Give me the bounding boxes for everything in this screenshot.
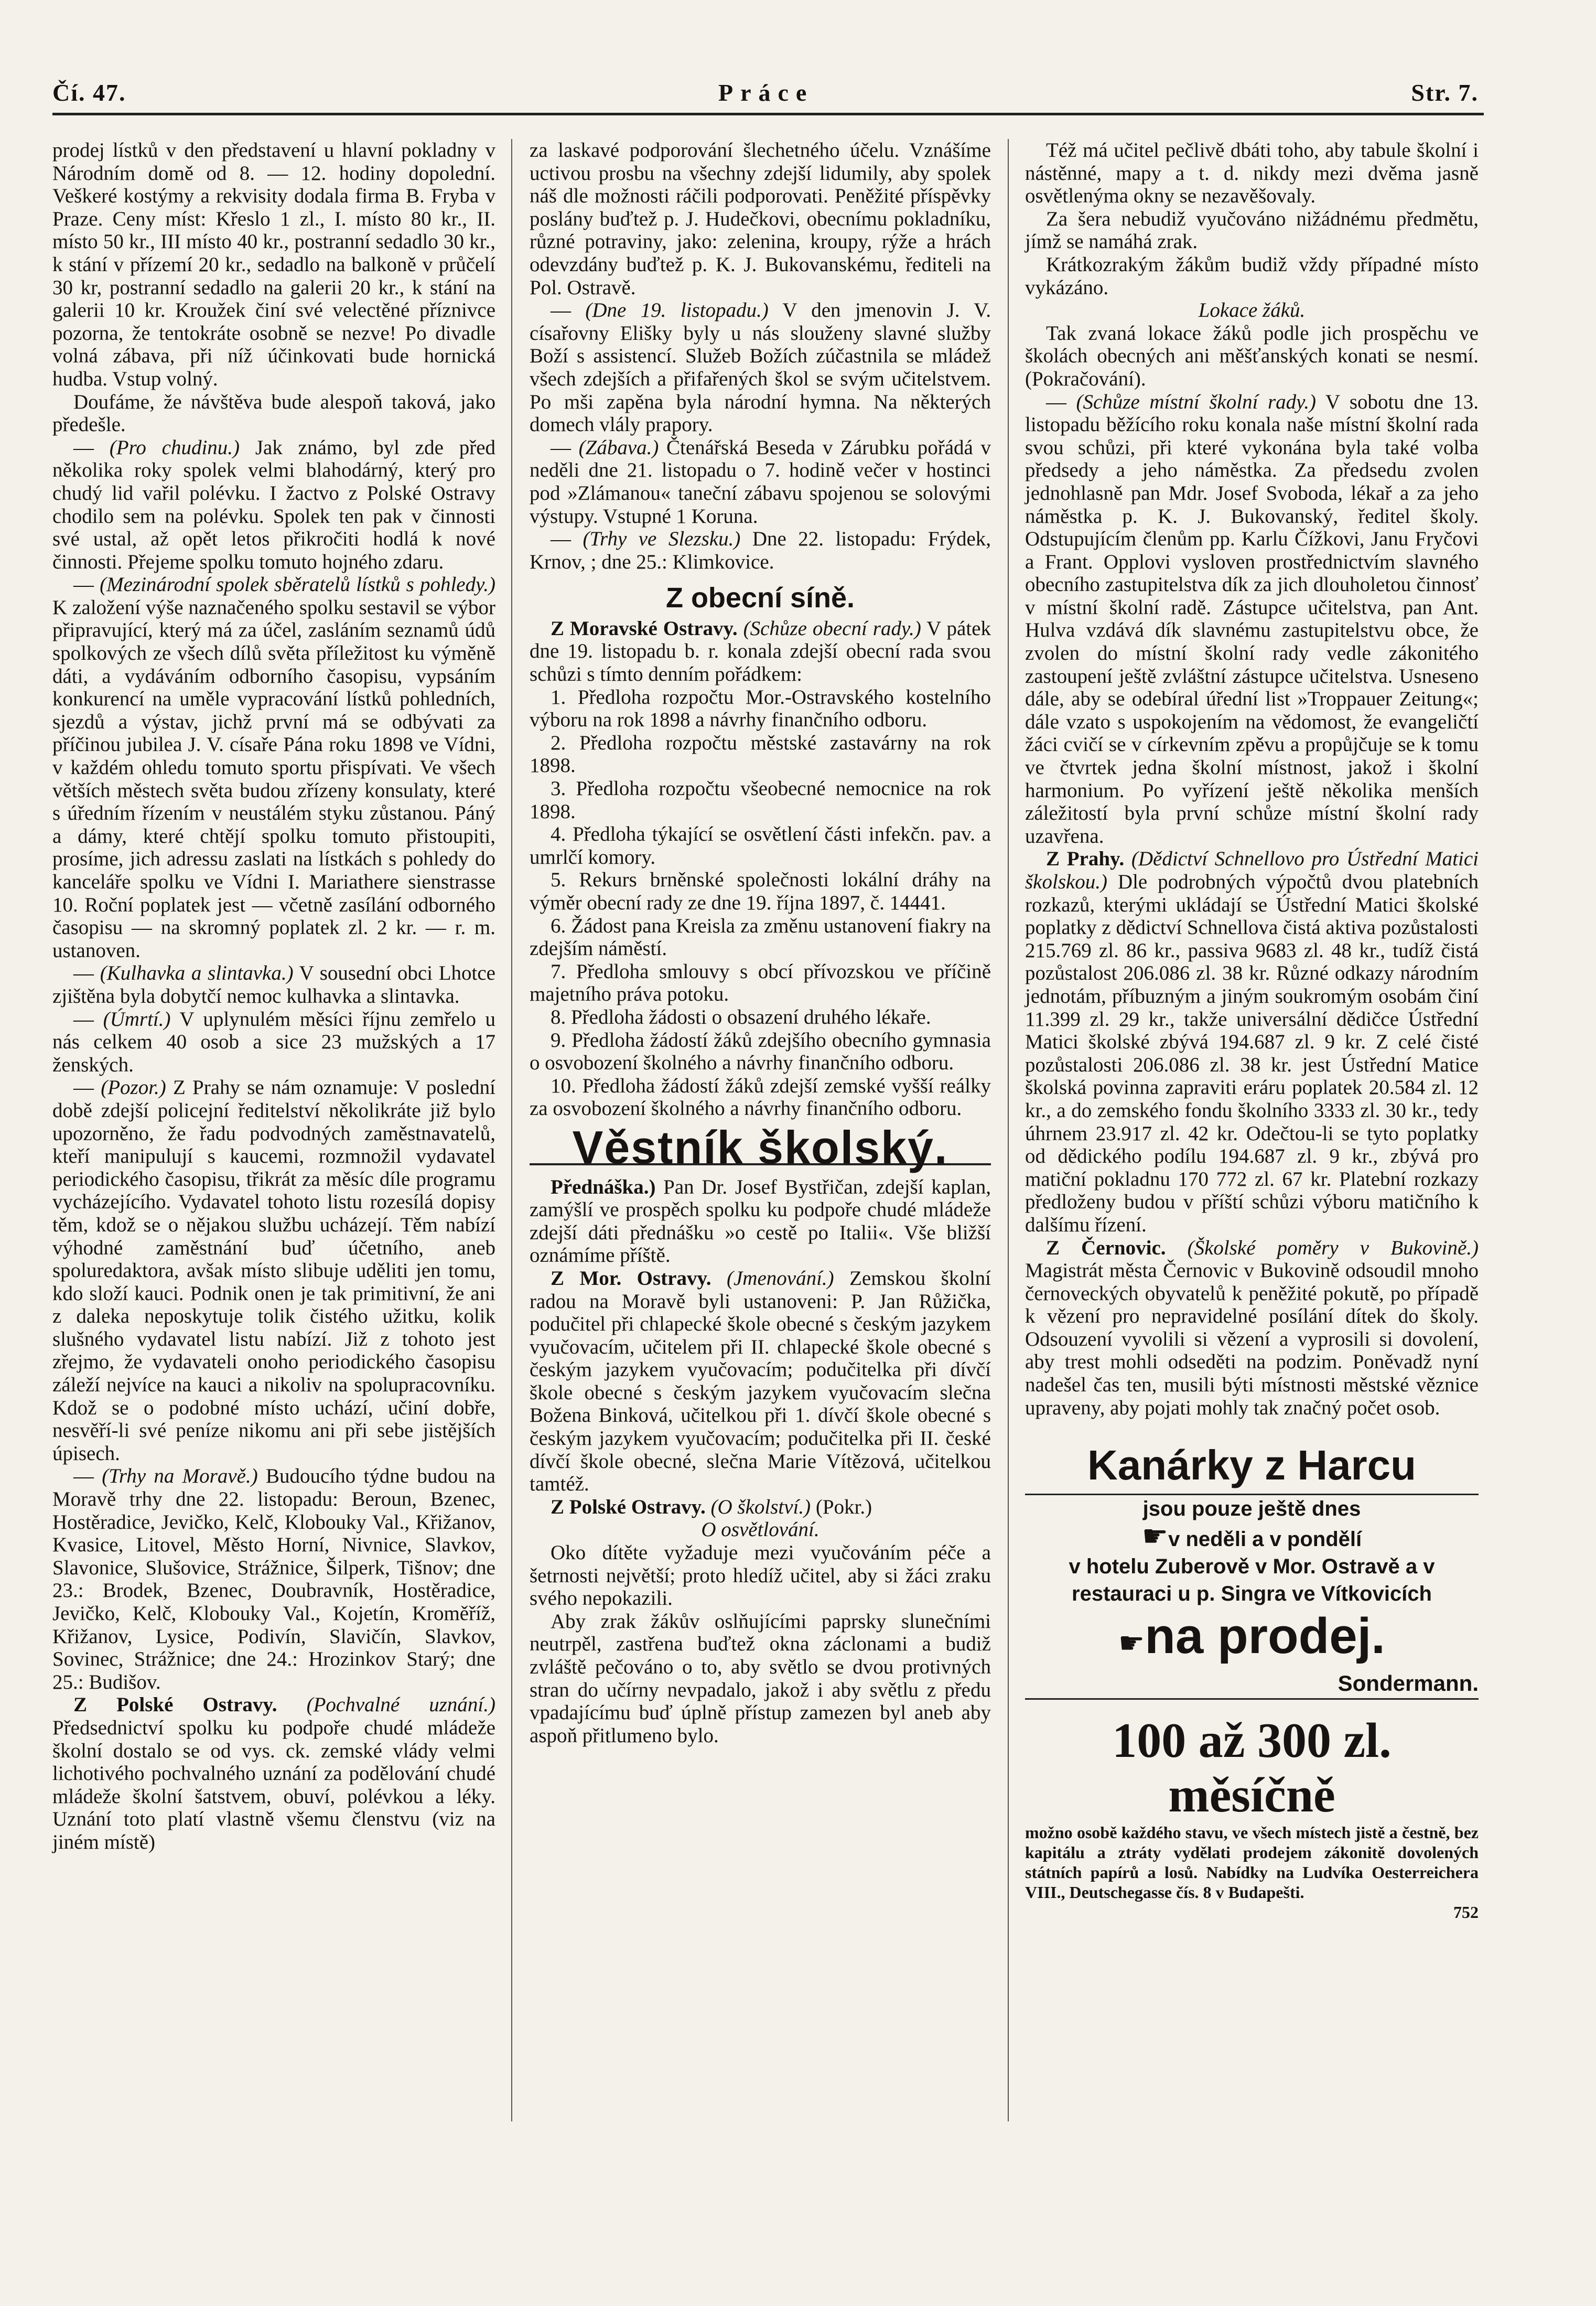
article-paragraph: Z Mor. Ostravy. (Jmenování.) Zemskou školní radou na Moravě byli ustanoveni: P. Jan Růžička, podučitel při chlapecké škole obecné s českým jazykem vyučovacím, učitelem při II. chlapecké škole obecné s českým jazykem vyučovacím; podučitelka při dívčí škole obecné s českým jazykem vyučovacím slečna Božena Binková, učitelkou při 1. dívčí škole obecné s českým jazykem vyučovacím; podučitelka při II. české dívčí škole obecné, slečna Marie Vítězová, učitelkou tamtéž. xyxy=(530,1267,991,1496)
article-paragraph: Krátkozrakým žákům budiž vždy případné místo vykázáno. xyxy=(1025,253,1479,299)
article-paragraph: Z Polské Ostravy. (Pochvalné uznání.) Předsednictví spolku ku podpoře chudé mládeže školní dostalo se od vys. ck. zemské vlády velmi lichotivého pochvalného uznání za podělování chudé mládeže školní šatstvem, obuví, polévkou a léky. Uznání toto platí vlastně všemu členstvu (viz na jiném místě) xyxy=(52,1693,496,1853)
ad-signature: Sondermann. xyxy=(1025,1672,1479,1700)
article-paragraph: — (Pozor.) Z Prahy se nám oznamuje: V poslední době zdejší policejní ředitelství několikráte již bylo upozorněno, že řadu podvodných zaměstnavatelů, kteří manipulují s kaucemi, rozmnožil vydavatel periodického časopisu, třikrát za měsíc díle programu vycházejícího. Vydavatel tohoto listu rozesílá dopisy těm, kdož se o nějakou službu ucházejí. Těm nabízí výhodné zaměstnání buď účetního, aneb spoluredaktora, avšak místo slibuje uděliti jen tomu, kdo složí kauci. Podnik onen je tak primitivní, že ani z daleka neposkytuje tolik čistého užitku, kolik slušného vydavatel listu nabízí. Již z tohoto jest zřejmo, že vydavateli onoho periodického časopisu záleží nejvíce na kauci a nikoliv na spolupracovníku. Kdož se o podobné místo uchází, učiní dobře, nesvěří-li své peníze nikomu ani při sebe jistějších úpisech. xyxy=(52,1076,495,1465)
article-paragraph: — (Dne 19. listopadu.) V den jmenovin J. V. císařovny Elišky byly u nás slouženy slavné služby Boží s assistencí. Služeb Božích zúčastnila se mládež všech zdejších a přifařených škol se svým učitelstvem. Po mši zapěna byla národní hymna. Na některých domech vlály prapory. xyxy=(530,299,991,436)
section-heading: Věstník školský. xyxy=(530,1136,991,1165)
article-paragraph: Za šera nebudiž vyučováno nižádnému předmětu, jímž se namáhá zrak. xyxy=(1025,207,1479,253)
agenda-item: 1. Předloha rozpočtu Mor.-Ostravského kostelního výboru na rok 1898 a návrhy finančního odboru. xyxy=(530,685,991,732)
agenda-item: 10. Předloha žádostí žáků zdejší zemské vyšší reálky za osvobození školného a návrhy finančního odboru. xyxy=(530,1074,991,1120)
issue-number: Čí. 47. xyxy=(52,79,126,106)
agenda-item: 8. Předloha žádosti o obsazení druhého lékaře. xyxy=(551,1005,931,1028)
article-heading: (Pozor.) xyxy=(101,1076,166,1099)
section-heading: Z obecní síně. xyxy=(665,582,855,614)
article-paragraph: Z Prahy. (Dědictví Schnellovo pro Ústřední Matici školskou.) Dle podrobných výpočtů dvou platebních rozkazů, kterými ukládají se Ústřední Matici školské poplatky z dědictví Schnellova čistá aktiva pozůstalosti 215.769 zl. 86 kr., passiva 9683 zl. 48 kr., tudíž čistá pozůstalost 206.086 zl. 38 kr. Různé odkazy národním jednotám, příbuzným a jiným soukromým osobám činí 11.399 zl. 29 kr., takže universální dědičce Ústřední Matici školské zbývá 194.687 zl. 9 kr. Z celé čisté pozůstalosti 206.086 zl. 38 kr. jest Ústřední Matice školská povinna zapraviti eráru poplatek 20.584 zl. 12 kr., a do zemského fondu školního 3333 zl. 30 kr., tedy úhrnem 23.917 zl. 42 kr. Odečtou-li se tyto poplatky od dědického podílu 194.687 zl. 9 kr., zbývá pro matiční pokladnu 170 772 zl. 67 kr. Platební rozkazy předloženy budou v příští schůzi výboru matičního k dalšímu řízení. xyxy=(1025,848,1479,1236)
article-heading: (Trhy na Moravě.) xyxy=(102,1465,258,1488)
page-header xyxy=(52,79,1479,115)
article-paragraph: Oko dítěte vyžaduje mezi vyučováním péče a šetrnosti největší; proto hledíž učitel, aby si žáci zraku svého nepokazili. xyxy=(530,1541,991,1610)
header-rule xyxy=(52,113,1484,115)
article-heading: (Trhy ve Slezsku.) xyxy=(583,528,741,551)
article-heading: Z Mor. Ostravy. xyxy=(551,1267,711,1290)
agenda-item: 2. Předloha rozpočtu městské zastavárny na rok 1898. xyxy=(530,731,991,777)
ad-line: v hotelu Zuberově v Mor. Ostravě a v restauraci u p. Singra ve Vítkovicích xyxy=(1069,1555,1435,1606)
article-heading: Přednáška.) xyxy=(551,1175,656,1198)
article-heading: (Mezinárodní spolek sběratelů lístků s pohledy.) xyxy=(100,573,495,596)
ad-title: Kanárky z Harcu xyxy=(1025,1440,1479,1495)
article-paragraph: za laskavé podporování šlechetného účelu. Vznášíme uctivou prosbu na všechny zdejší lidumily, aby spolek náš dle možnosti ráčili podporovati. Peněžité příspěvky poslány buďtež p. J. Hudečkovi, obecnímu pokladníku, různé potraviny, jako: zelenina, kroupy, rýže a hrách odevzdány buďtež p. K. J. Bukovanskému, řediteli na Pol. Ostravě. xyxy=(530,139,991,299)
agenda-item: 5. Rekurs brněnské společnosti lokální dráhy na výměr obecní rady ze dne 19. října 1897, č. 14441. xyxy=(530,868,991,914)
article-paragraph: Přednáška.) Pan Dr. Josef Bystřičan, zdejší kaplan, zamýšlí ve prospěch spolku ku podpoře chudé mládeže zdejší dáti přednášku »o cestě po Italii«. Vše bližší oznámíme příště. xyxy=(530,1175,991,1267)
agenda-item: 4. Předloha týkající se osvětlení části infekčn. pav. a umrlčí komory. xyxy=(530,823,991,868)
article-paragraph: — (Schůze místní školní rady.) V sobotu dne 13. listopadu běžícího roku konala naše místní školní rada svou schůzi, při které vykonána byla také volba předsedy a jeho náměstka. Za předsedu zvolen jednohlasně pan Mdr. Josef Svoboda, lékař a za jeho náměstka p. K. J. Bukovanský, ředitel školy. Odstupujícím členům pp. Karlu Čížkovi, Janu Fryčovi a Frant. Opplovi vysloven prostřednictvím slavného obecního zastupitelstva dík za jich dlouholetou činnosť v místní školní radě. Zástupce učitelstva, pan Ant. Hulva vzdává dík slavnému zastupitelstvu obce, že zvolen do místní školní rady vedle zákonitého zastoupení ještě zvláštní zástupce učitelstva. Usneseno dále, aby se odebíral úřední list »Troppauer Zeitung«; dále vzato s uspokojením na vědomost, že evangeličtí žáci cvičí se v církevním zpěvu a propůjčuje se k tomu ve čtvrtek jedna školní místnost, jakož i školní harmonium. Po vyřízení ještě několika menších záležitostí byla první schůze místní školní rady uzavřena. xyxy=(1025,390,1479,848)
column-2 xyxy=(530,139,991,1747)
article-paragraph: Z Moravské Ostravy. (Schůze obecní rady.) V pátek dne 19. listopadu b. r. konala zdejší obecní rada svou schůzi s tímto denním pořádkem: xyxy=(530,617,991,686)
article-paragraph: — (Trhy na Moravě.) Budoucího týdne budou na Moravě trhy dne 22. listopadu: Beroun, Bzenec, Hostěradice, Jevičko, Kelč, Klobouky Val., Křižanov, Kvasice, Litovel, Město Horní, Nivnice, Slavkov, Slavonice, Slušovice, Strážnice, Šilperk, Tišnov; dne 23.: Brodek, Bzenec, Doubravník, Hostěradice, Jevičko, Kelč, Klobouky Val., Kojetín, Kroměříž, Křižanov, Lysice, Podivín, Slavičín, Slavkov, Sovinec, Strážnice; dne 24.: Hrozinkov Starý; dne 25.: Budišov. xyxy=(52,1465,495,1693)
article-paragraph: — (Mezinárodní spolek sběratelů lístků s pohledy.) K založení výše naznačeného spolku sestavil se výbor připravující, který má za účel, zasláním seznamů údů spolkových ze všech dílů světa příležitost ku výměně dáti, a vydáváním odborního časopisu, vypsáním konkurencí na uměle vypracování lístků pohledních, sjezdů a výstav, jichž první má se odbývati za příčinou jubilea J. V. císaře Pána roku 1898 ve Vídni, v každém ohledu tomuto sportu přispívati. Ve všech větších městech světa budou zřízeny konsulaty, které s úředním řízením v neustálém styku zůstanou. Páný a dámy, které chtějí spolku tomuto přistoupiti, prosíme, jich adressu zaslati na lístkách s pohledy do kanceláře spolku ve Vídni I. Mariathere sienstrasse 10. Roční poplatek jest — včetně zasílání odborného časopisu — na skromný poplatek zl. 2 kr. — r. m. ustanoven. xyxy=(52,573,495,962)
ad-number: 752 xyxy=(1453,1902,1479,1922)
article-heading: Z Moravské Ostravy. xyxy=(551,617,738,640)
article-paragraph: — (Kulhavka a slintavka.) V sousední obci Lhotce zjištěna byla dobytčí nemoc kulhavka a slintavka. xyxy=(52,962,495,1007)
ad-line: ☛ na prodej. xyxy=(1025,1607,1479,1672)
article-paragraph: — (Pro chudinu.) Jak známo, byl zde před několika roky spolek velmi blahodárný, který pro chudý lid vařil polévku. I žactvo z Polské Ostravy chodilo sem na polévku. Spolek ten pak v činnosti své ustal, až opět letos přikročiti hodlá k nové činnosti. Přejeme spolku tomuto hojného zdaru. xyxy=(52,436,495,573)
article-heading: Z Polské Ostravy. xyxy=(551,1495,706,1518)
agenda-item: 7. Předloha smlouvy s obcí přívozskou ve příčině majetního práva potoku. xyxy=(530,960,991,1006)
article-heading: Z Polské Ostravy. xyxy=(73,1693,277,1717)
article-paragraph: — (Zábava.) Čtenářská Beseda v Zárubku pořádá v neděli dne 21. listopadu o 7. hodině večer v hostinci pod »Zlámanou« taneční zábavu spojenou se solovými výstupy. Vstupné 1 Koruna. xyxy=(530,436,991,528)
article-heading: Z Černovic. xyxy=(1046,1236,1166,1259)
article-heading: (Schůze místní školní rady.) xyxy=(1076,390,1317,413)
subheading: O osvětlování. xyxy=(701,1518,819,1541)
newspaper-title: Práce xyxy=(718,79,814,106)
column-3 xyxy=(1025,139,1479,1922)
article-paragraph: Též má učitel pečlivě dbáti toho, aby tabule školní i nástěnné, mapy a t. d. nikdy mezi dvěma jasně osvětlenýma okny se nezavěšovaly. xyxy=(1025,139,1479,208)
column-1 xyxy=(52,139,495,1854)
article-paragraph: prodej lístků v den představení u hlavní pokladny v Národním domě od 8. — 12. hodiny dopolední. Veškeré kostýmy a rekvisity dodala firma B. Fryba v Praze. Ceny míst: Křeslo 1 zl., I. místo 80 kr., II. místo 50 kr., III místo 40 kr., postranní sedadlo 30 kr., k stání v přízemí 20 kr., sedadlo na balkoně v průčelí 30 kr, postranní sedadlo na galerii 20 kr., k stání na galerii 10 kr. Kroužek činí své velectěné příznivce pozorna, že tentokráte osobně se nezve! Po divadle volná zábava, při níž účinkovati bude hornická hudba. Vstup volný. xyxy=(52,139,495,390)
agenda-item: 3. Předloha rozpočtu všeobecné nemocnice na rok 1898. xyxy=(530,777,991,823)
ad-line: jsou pouze ještě dnes xyxy=(1142,1497,1361,1521)
article-paragraph: Doufáme, že návštěva bude alespoň taková, jako předešle. xyxy=(52,390,495,436)
article-paragraph: — (Úmrtí.) V uplynulém měsíci říjnu zemřelo u nás celkem 40 osob a sice 23 mužských a 17 ženských. xyxy=(52,1007,496,1076)
ad-title: 100 až 300 zl. měsíčně xyxy=(1112,1713,1392,1822)
page-number: Str. 7. xyxy=(1411,79,1479,106)
article-paragraph: — (Trhy ve Slezsku.) Dne 22. listopadu: Frýdek, Krnov, ; dne 25.: Klimkovice. xyxy=(530,528,991,573)
agenda-item: 6. Žádost pana Kreisla za změnu ustanovení fiakry na zdejším náměstí. xyxy=(530,914,991,960)
article-paragraph: Z Polské Ostravy. (O školství.) (Pokr.) xyxy=(551,1495,872,1518)
article-paragraph: Z Černovic. (Školské poměry v Bukovině.) Magistrát města Černovic v Bukovině odsoudil mnoho černoveckých obyvatelů k peněžité pokutě, po případě k vězení pro nepravidelné posílání dítek do školy. Odsouzení vyvolili si vězení a vyprosili si dovolení, aby trest mohli odseděti na podzim. Poněvadž nyní nadešel čas ten, musili býti místnosti městské věznice upraveny, aby pojati mohly tak značný počet osob. xyxy=(1025,1236,1479,1419)
article-heading: Z Prahy. xyxy=(1046,848,1125,871)
advertisement-income xyxy=(1025,1713,1479,1922)
article-paragraph: Tak zvaná lokace žáků podle jich prospěchu ve školách obecných ani měšťanských konati se nesmí. (Pokračování). xyxy=(1025,321,1479,390)
article-heading: (Zábava.) xyxy=(578,436,659,459)
article-paragraph: Aby zrak žákův oslňujícími paprsky slunečními neutrpěl, zastřena buďtež okna záclonami a budiž zvláště pečováno o to, aby světlo se dvou protivných stran do učírny nevpadalo, jakož i aby světlu z předu vpadajícímu buď úplně přístup zamezen byl aneb aby aspoň přitlumeno bylo. xyxy=(530,1610,991,1747)
column-divider xyxy=(511,139,512,2121)
advertisement-canaries xyxy=(1025,1440,1479,1700)
ad-line: ☛ v neděli a v pondělí xyxy=(1025,1522,1479,1553)
agenda-item: 9. Předloha žádostí žáků zdejšího obecního gymnasia o osvobození školného a návrhy finančního odboru. xyxy=(530,1028,991,1075)
column-divider xyxy=(1008,139,1009,2121)
article-heading: (Pro chudinu.) xyxy=(109,436,240,459)
ad-text: možno osobě každého stavu, ve všech místech jistě a čestně, bez kapitálu a ztráty vydělati prodejem zákonitě dovolených státních papírů a losů. Nabídky na Ludvíka Oesterreichera VIII., Deutschegasse čís. 8 v Budapešti. xyxy=(1025,1822,1479,1902)
article-heading: (Dne 19. listopadu.) xyxy=(585,299,769,322)
article-heading: (Úmrtí.) xyxy=(103,1007,171,1031)
subheading: Lokace žáků. xyxy=(1198,299,1306,322)
article-heading: (Kulhavka a slintavka.) xyxy=(100,962,294,985)
